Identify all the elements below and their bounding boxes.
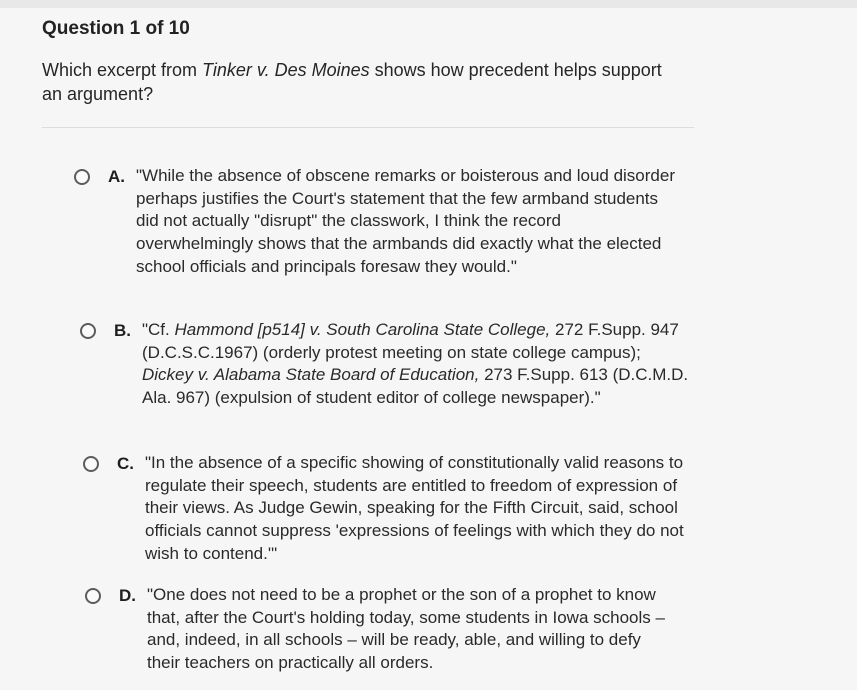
prompt-text-end: shows how precedent helps support an argument?	[42, 60, 662, 104]
option-b-part-3: 273 F.Supp. 613 (D.C.M.D. Ala. 967) (expulsion of student editor of college newspaper)."	[142, 365, 689, 408]
option-letter-d: D.	[119, 586, 136, 605]
prompt-case-name: Tinker v. Des Moines	[202, 60, 370, 80]
top-bar	[0, 0, 857, 8]
option-text-d: "One does not need to be a prophet or the son of a prophet to know that, after the Court's holding today, some students in Iowa schools – and, indeed, in all schools – will be ready, able, and willing to defy their teachers on practically all orders.	[147, 585, 665, 673]
prompt-text-start: Which excerpt from	[42, 60, 203, 80]
option-text-a: "While the absence of obscene remarks or boisterous and loud disorder perhaps justifies the Court's statement that the few armband students did not actually "disrupt" the classwork, I think the record overwhelmingly shows that the armbands did exactly what the elected school officials and principals foresaw they would."	[136, 166, 675, 276]
option-letter-c: C.	[117, 454, 134, 473]
option-letter-a: A.	[108, 167, 125, 186]
option-text-b	[142, 319, 694, 410]
radio-button-a[interactable]	[74, 169, 90, 185]
radio-button-c[interactable]	[83, 456, 99, 472]
answer-option-d[interactable]	[85, 584, 705, 675]
question-prompt	[42, 58, 662, 106]
option-b-case-2: Dickey v. Alabama State Board of Education,	[142, 365, 480, 385]
option-b-part-2: 272 F.Supp. 947 (D.C.S.C.1967) (orderly protest meeting on state college campus);	[142, 320, 679, 362]
answer-option-b[interactable]	[80, 319, 700, 410]
option-letter-b: B.	[114, 321, 131, 340]
answer-option-c[interactable]	[83, 452, 703, 566]
divider	[42, 127, 694, 128]
option-text-c: "In the absence of a specific showing of constitutionally valid reasons to regulate their speech, students are entitled to freedom of expression of their views. As Judge Gewin, speaking for the Fifth Circuit, said, school officials cannot suppress 'expressions of feelings with which they do not wish to contend.'"	[145, 453, 684, 563]
radio-button-d[interactable]	[85, 588, 101, 604]
option-b-part-1: "Cf.	[142, 320, 175, 339]
question-number: Question 1 of 10	[42, 18, 190, 39]
answer-option-a[interactable]	[74, 165, 694, 279]
option-b-case-1: Hammond [p514] v. South Carolina State College,	[174, 320, 551, 339]
radio-button-b[interactable]	[80, 323, 96, 339]
